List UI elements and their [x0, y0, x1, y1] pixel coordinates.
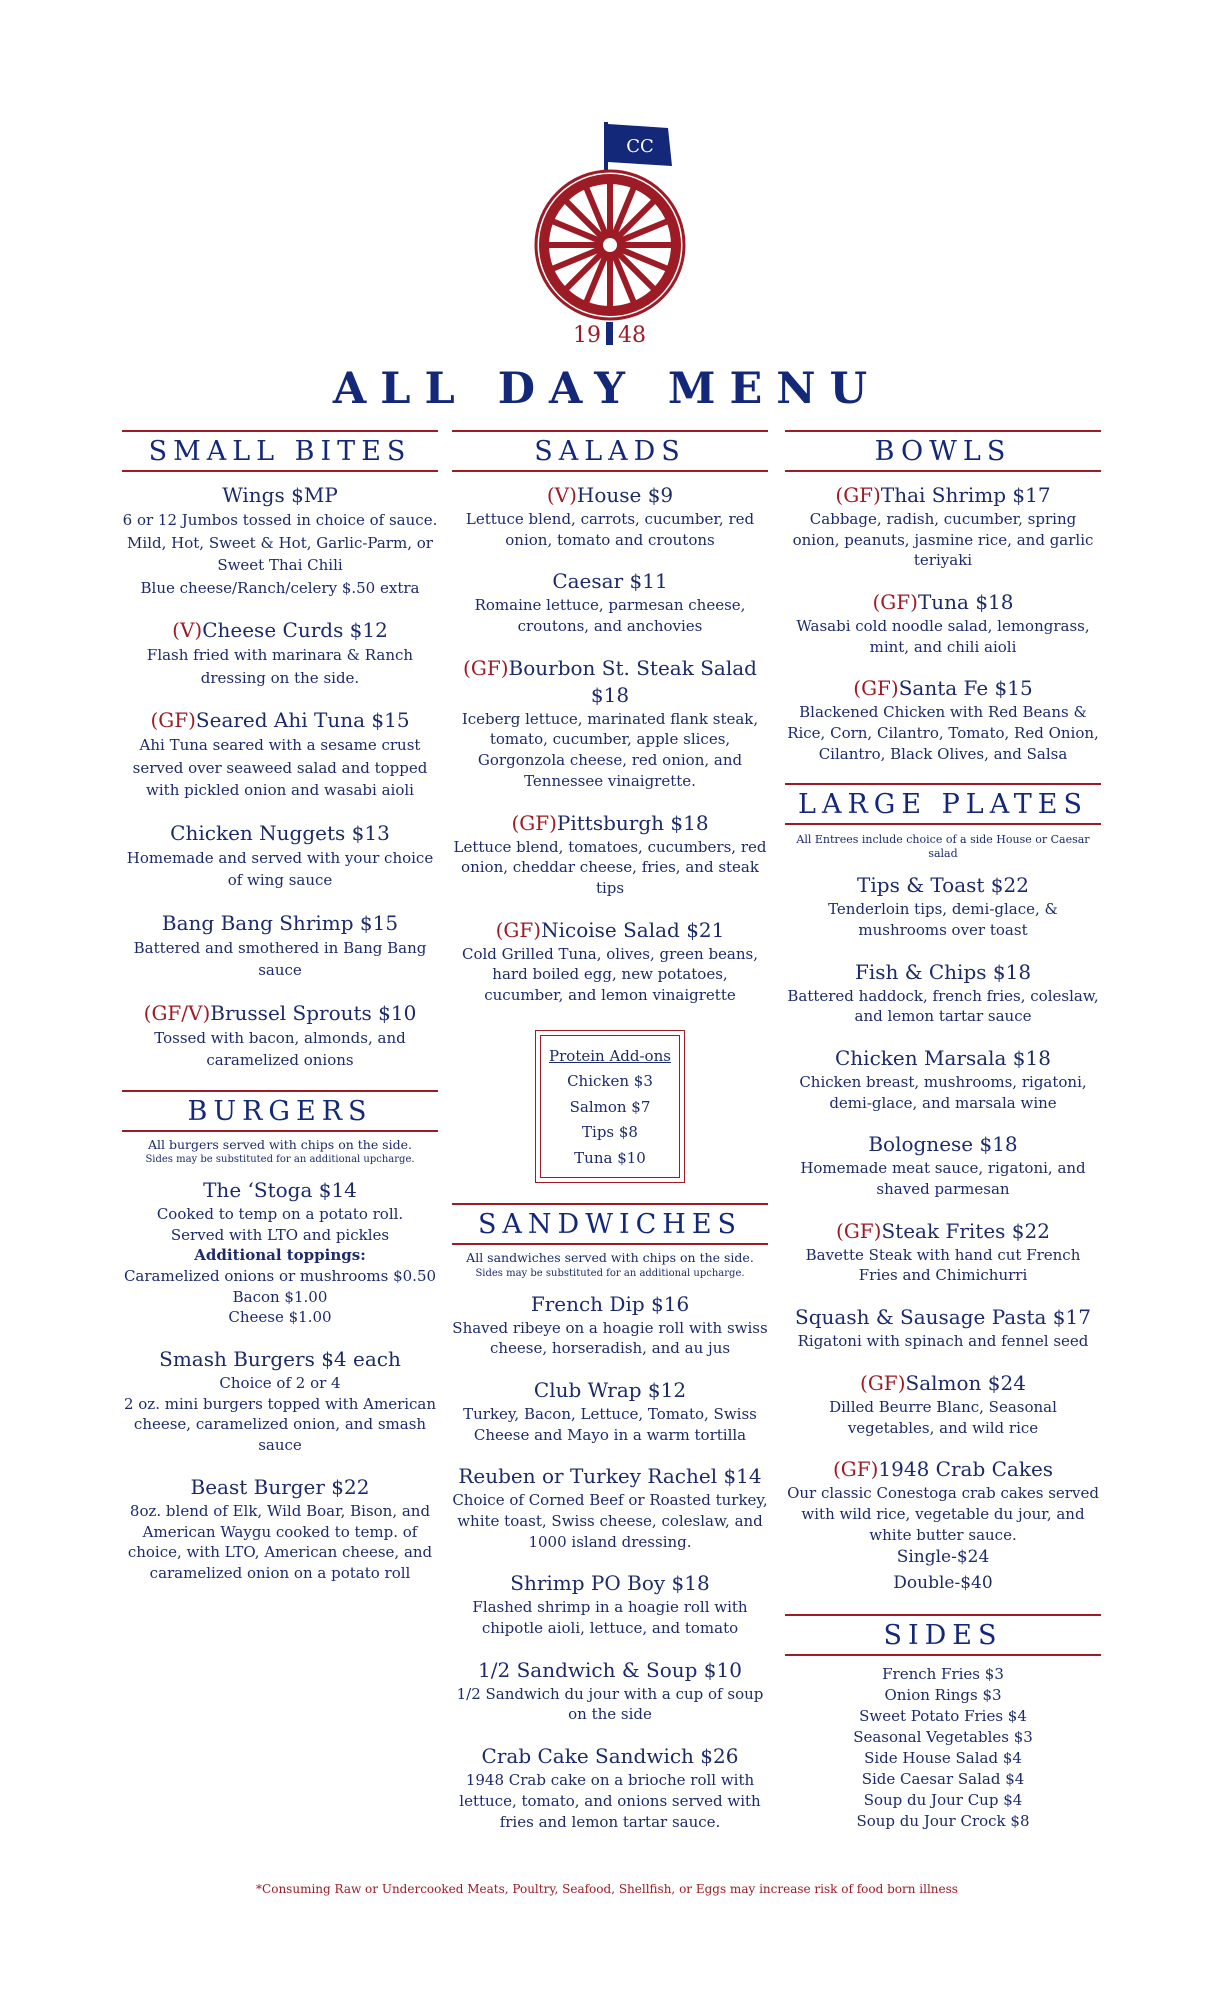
dietary-tag: (GF) [511, 810, 557, 835]
menu-item-desc: 1/2 Sandwich du jour with a cup of soup on the side [456, 1684, 764, 1724]
protein-addon-item: Tips $8 [582, 1123, 638, 1142]
menu-item-desc: Flash fried with marinara & Ranch dressing on the side. [146, 646, 414, 687]
menu-item-name: Caesar $11 [552, 569, 668, 594]
dietary-tag: (GF) [853, 676, 899, 701]
topping-line: Bacon $1.00 [232, 1287, 328, 1306]
burgers-note-sub: Sides may be substituted for an additional upcharge. [145, 1154, 415, 1166]
sandwiches-note-sub: Sides may be substituted for an additional upcharge. [475, 1268, 745, 1280]
menu-item [452, 568, 768, 636]
topping-line: Caramelized onions or mushrooms $0.50 [123, 1267, 437, 1286]
menu-item-stoga [122, 1177, 438, 1328]
menu-item-name: Tips & Toast $22 [857, 873, 1029, 898]
menu-item-title [452, 1463, 768, 1490]
sandwiches-list [452, 1291, 768, 1833]
menu-item-title [785, 589, 1101, 616]
menu-item-desc: Flashed shrimp in a hoagie roll with chipotle aioli, lettuce, and tomato [472, 1598, 748, 1638]
dietary-tag: (V) [172, 618, 203, 643]
right-column [785, 430, 1101, 1832]
menu-item-title [452, 1377, 768, 1404]
toppings-label: Additional toppings: [194, 1246, 366, 1265]
side-item: Soup du Jour Cup $4 [863, 1791, 1023, 1810]
menu-item [452, 1570, 768, 1638]
menu-item-desc: Our classic Conestoga crab cakes served with wild rice, vegetable du jour, and white butter sauce. [787, 1484, 1099, 1544]
menu-item-title [785, 1370, 1101, 1397]
protein-addons-title: Protein Add-ons [549, 1046, 671, 1065]
protein-addons-list [545, 1069, 675, 1171]
menu-item-name: Wings $MP [222, 483, 338, 508]
sides-list [785, 1664, 1101, 1832]
menu-item-desc: Wasabi cold noodle salad, lemongrass, mint, and chili aioli [796, 617, 1090, 656]
menu-item [785, 959, 1101, 1027]
menu-item-title [452, 917, 768, 944]
menu-item-title [452, 482, 768, 509]
menu-item-title [122, 820, 438, 847]
menu-item-desc: 6 or 12 Jumbos tossed in choice of sauce. Mild, Hot, Sweet & Hot, Garlic-Parm, or Sweet Thai Chili [122, 511, 438, 575]
menu-item [122, 820, 438, 892]
protein-addon-item: Chicken $3 [567, 1072, 653, 1091]
menu-item-desc: Choice of 2 or 4 [219, 1374, 341, 1393]
menu-item-title: The ‘Stoga $14 [203, 1177, 357, 1202]
side-item: Soup du Jour Crock $8 [856, 1812, 1030, 1831]
menu-item-title [452, 655, 768, 709]
sandwiches-note: All sandwiches served with chips on the side. [466, 1250, 754, 1266]
burgers-list [122, 1346, 438, 1584]
menu-item-desc: Chicken breast, mushrooms, rigatoni, demi-glace, and marsala wine [799, 1073, 1087, 1112]
menu-item-name: French Dip $16 [530, 1291, 690, 1316]
burgers-note: All burgers served with chips on the side. [148, 1136, 412, 1152]
large-plates-list [785, 872, 1101, 1596]
menu-item-name: Pittsburgh $18 [556, 810, 709, 835]
menu-item-title [122, 910, 438, 937]
menu-item-name: Shrimp PO Boy $18 [510, 1571, 710, 1596]
menu-item-name: Bourbon St. Steak Salad $18 [508, 655, 757, 707]
menu-item-name: House $9 [576, 483, 674, 508]
menu-item [785, 1218, 1101, 1286]
dietary-tag: (GF) [495, 917, 542, 942]
menu-item [452, 1657, 768, 1725]
menu-item-desc: Iceberg lettuce, marinated flank steak, tomato, cucumber, apple slices, Gorgonzola cheese, red onion, and Tennessee vinaigrette. [461, 709, 759, 790]
menu-item-name: Thai Shrimp $17 [880, 483, 1051, 508]
menu-item-title [785, 1304, 1101, 1331]
menu-item-desc: Lettuce blend, carrots, cucumber, red onion, tomato and croutons [465, 510, 755, 549]
menu-item-title [785, 1131, 1101, 1158]
side-item: Sweet Potato Fries $4 [859, 1707, 1027, 1726]
menu-item-desc: Bavette Steak with hand cut French Fries and Chimichurri [805, 1245, 1081, 1285]
section-heading-small-bites: SMALL BITES [122, 430, 438, 472]
menu-item-desc: Rigatoni with spinach and fennel seed [797, 1332, 1089, 1351]
left-column [122, 430, 438, 1602]
menu-item-desc: Choice of Corned Beef or Roasted turkey, white toast, Swiss cheese, coleslaw, and 1000 island dressing. [452, 1491, 768, 1551]
menu-item-desc: Tossed with bacon, almonds, and caramelized onions [154, 1028, 406, 1070]
menu-item-desc: Turkey, Bacon, Lettuce, Tomato, Swiss Cheese and Mayo in a warm tortilla [463, 1404, 757, 1444]
menu-item-desc: Cooked to temp on a potato roll. [156, 1204, 404, 1223]
menu-item-desc: Battered haddock, french fries, coleslaw, and lemon tartar sauce [787, 986, 1099, 1026]
menu-item-name: Fish & Chips $18 [854, 959, 1032, 984]
menu-item-name: Cheese Curds $12 [202, 618, 388, 643]
menu-item-title [785, 675, 1101, 702]
menu-item-title [122, 707, 438, 734]
page-title: ALL DAY MENU [332, 364, 882, 414]
menu-item-name: Beast Burger $22 [190, 1474, 370, 1499]
dietary-tag: (GF) [832, 1457, 879, 1482]
dietary-tag: (GF) [836, 1218, 882, 1243]
menu-item-desc: Tenderloin tips, demi-glace, & mushrooms over toast [828, 900, 1058, 939]
menu-item-title [785, 872, 1101, 899]
menu-item-title [785, 482, 1101, 509]
menu-item-desc: Homemade and served with your choice of wing sauce [126, 848, 434, 890]
side-item: Side Caesar Salad $4 [861, 1770, 1025, 1789]
menu-item-name: Chicken Nuggets $13 [170, 820, 390, 845]
menu-item-title [452, 1570, 768, 1597]
dietary-tag: (GF) [150, 708, 196, 733]
menu-item [122, 1346, 438, 1456]
menu-item [122, 1000, 438, 1072]
menu-item-name: Bolognese $18 [868, 1132, 1018, 1157]
menu-item-name: Reuben or Turkey Rachel $14 [458, 1464, 762, 1489]
menu-item-desc: Romaine lettuce, parmesan cheese, croutons, and anchovies [474, 596, 746, 636]
small-bites-list [122, 482, 438, 1072]
menu-item-desc: Blackened Chicken with Red Beans & Rice, Corn, Cilantro, Tomato, Red Onion, Cilantro, Black Olives, and Salsa [787, 703, 1099, 763]
menu-item-name: Bang Bang Shrimp $15 [161, 910, 399, 935]
section-heading-salads: SALADS [452, 430, 768, 472]
menu-item-title [785, 959, 1101, 986]
menu-item-desc: 8oz. blend of Elk, Wild Boar, Bison, and American Waygu cooked to temp. of choice, with LTO, American cheese, and caramelized onion on a potato roll [127, 1501, 433, 1582]
menu-item [122, 1474, 438, 1584]
menu-item [122, 707, 438, 802]
menu-item-desc: 2 oz. mini burgers topped with American cheese, caramelized onion, and smash sauce [123, 1394, 437, 1455]
large-plates-note: All Entrees include choice of a side House or Caesar salad [796, 832, 1090, 861]
protein-addon-item: Tuna $10 [574, 1148, 646, 1167]
menu-item-name: Tuna $18 [917, 590, 1014, 615]
menu-item-title [785, 1218, 1101, 1245]
protein-addon-item: Salmon $7 [569, 1097, 651, 1116]
topping-line: Cheese $1.00 [228, 1308, 332, 1327]
menu-item [122, 910, 438, 982]
svg-text:CC: CC [626, 136, 654, 157]
menu-item-desc: Lettuce blend, tomatoes, cucumbers, red onion, cheddar cheese, fries, and steak tips [453, 837, 767, 897]
menu-item-title [122, 482, 438, 509]
menu-item [785, 589, 1101, 657]
menu-item-price: Single-$24 [896, 1547, 990, 1568]
menu-item [785, 872, 1101, 940]
side-item: Side House Salad $4 [864, 1749, 1022, 1768]
dietary-tag: (GF) [860, 1370, 906, 1395]
menu-item-title [122, 617, 438, 644]
menu-item-desc: Homemade meat sauce, rigatoni, and shaved parmesan [800, 1159, 1086, 1199]
allergy-disclaimer: *Consuming Raw or Undercooked Meats, Poultry, Seafood, Shellfish, or Eggs may increase risk of food born illness [256, 1882, 958, 1896]
menu-item-name: 1/2 Sandwich & Soup $10 [478, 1657, 742, 1682]
menu-item [785, 1045, 1101, 1113]
menu-item-name: Chicken Marsala $18 [835, 1046, 1051, 1071]
menu-item-desc: Cold Grilled Tuna, olives, green beans, hard boiled egg, new potatoes, cucumber, and lemon vinaigrette [462, 944, 758, 1004]
menu-item-name: 1948 Crab Cakes [878, 1457, 1054, 1482]
menu-item-name: Salmon $24 [905, 1370, 1026, 1395]
side-item: French Fries $3 [882, 1665, 1004, 1684]
menu-item [452, 1463, 768, 1552]
menu-item-name: Smash Burgers $4 each [159, 1347, 401, 1372]
section-heading-bowls: BOWLS [785, 430, 1101, 472]
menu-item-title [452, 810, 768, 837]
dietary-tag: (GF) [872, 590, 918, 615]
menu-item [452, 917, 768, 1006]
menu-item [122, 482, 438, 599]
menu-item [452, 1743, 768, 1832]
menu-item-desc: Ahi Tuna seared with a sesame crust served over seaweed salad and topped with pickled onion and wasabi aioli [132, 736, 428, 800]
menu-item-title [785, 1456, 1101, 1483]
salads-list [452, 482, 768, 1006]
menu-item [452, 1377, 768, 1445]
dietary-tag: (V) [546, 483, 577, 508]
section-heading-sandwiches: SANDWICHES [452, 1203, 768, 1245]
menu-item-title [452, 1743, 768, 1770]
menu-item [452, 810, 768, 899]
dietary-tag: (GF) [835, 483, 881, 508]
section-heading-sides: SIDES [785, 1614, 1101, 1656]
menu-item-name: Steak Frites $22 [881, 1218, 1050, 1243]
side-item: Onion Rings $3 [884, 1686, 1002, 1705]
section-heading-burgers: BURGERS [122, 1090, 438, 1132]
menu-item-name: Nicoise Salad $21 [541, 917, 725, 942]
menu-item-title [122, 1346, 438, 1373]
bowls-list [785, 482, 1101, 765]
menu-item-desc: Cabbage, radish, cucumber, spring onion, peanuts, jasmine rice, and garlic teriyaki [792, 510, 1094, 570]
menu-item-desc: 1948 Crab cake on a brioche roll with lettuce, tomato, and onions served with fries and lemon tartar sauce. [459, 1771, 761, 1831]
menu-item [785, 675, 1101, 764]
menu-item-name: Brussel Sprouts $10 [210, 1000, 417, 1025]
menu-item-name: Squash & Sausage Pasta $17 [795, 1305, 1091, 1330]
menu-item [785, 1304, 1101, 1352]
menu-item-desc: Blue cheese/Ranch/celery $.50 extra [140, 578, 420, 597]
wagon-wheel-logo-icon [530, 120, 690, 350]
menu-item [452, 1291, 768, 1359]
menu-item-title [122, 1000, 438, 1027]
menu-item-desc: Served with LTO and pickles [170, 1225, 390, 1244]
menu-item-title [452, 1291, 768, 1318]
menu-item [785, 1131, 1101, 1199]
logo [530, 120, 690, 350]
side-item: Seasonal Vegetables $3 [853, 1728, 1033, 1747]
menu-item-title [452, 568, 768, 595]
menu-item-title [122, 1474, 438, 1501]
dietary-tag: (GF) [463, 655, 509, 680]
svg-text:48: 48 [618, 323, 646, 348]
menu-item [785, 1370, 1101, 1438]
menu-item-title [785, 1045, 1101, 1072]
menu-item [452, 482, 768, 550]
section-heading-large-plates: LARGE PLATES [785, 783, 1101, 825]
middle-column [452, 430, 768, 1850]
menu-item [785, 1456, 1101, 1596]
menu-item-title [452, 1657, 768, 1684]
menu-item-desc: Battered and smothered in Bang Bang sauce [133, 938, 427, 980]
menu-item-desc: Shaved ribeye on a hoagie roll with swiss cheese, horseradish, and au jus [452, 1318, 768, 1358]
menu-item-name: Crab Cake Sandwich $26 [481, 1744, 739, 1769]
menu-item-name: Seared Ahi Tuna $15 [195, 708, 410, 733]
menu-item-name: Club Wrap $12 [533, 1377, 687, 1402]
svg-text:19: 19 [573, 323, 601, 348]
dietary-tag: (GF/V) [143, 1000, 211, 1025]
menu-item-desc: Dilled Beurre Blanc, Seasonal vegetables, and wild rice [829, 1397, 1057, 1437]
menu-item-name: Santa Fe $15 [898, 676, 1033, 701]
menu-item [122, 617, 438, 689]
menu-item [452, 655, 768, 792]
protein-addons-box [535, 1030, 685, 1184]
menu-item-price: Double-$40 [893, 1572, 993, 1593]
menu-item [785, 482, 1101, 571]
